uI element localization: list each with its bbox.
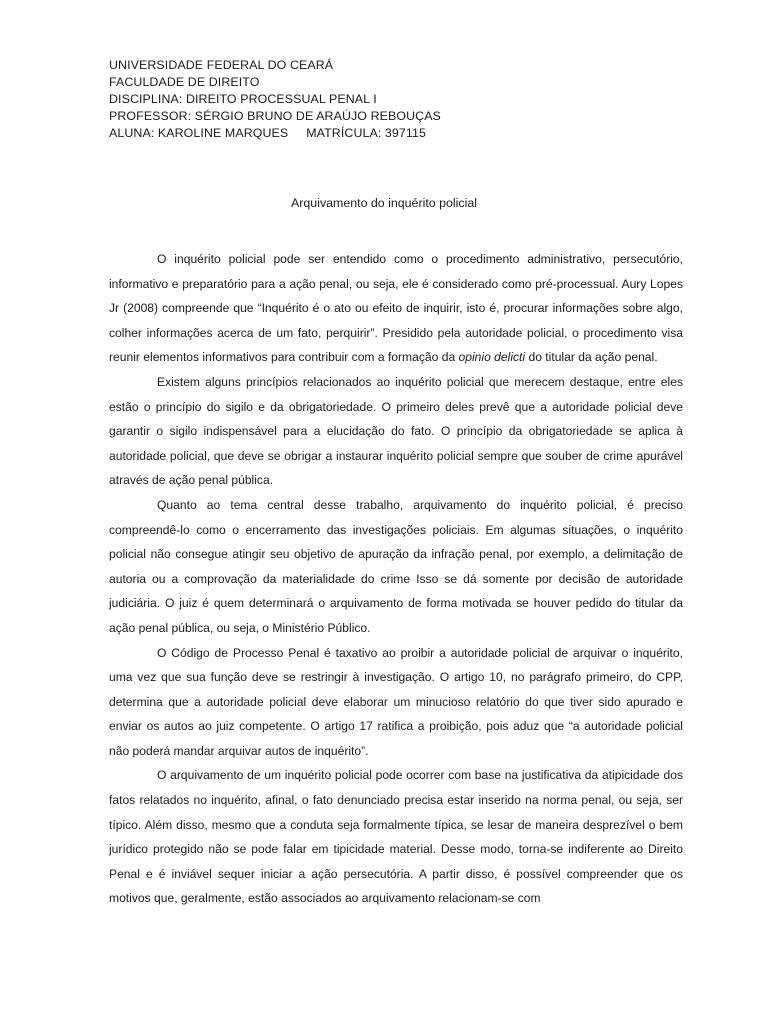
- paragraph-text: do titular da ação penal.: [525, 350, 658, 365]
- document-title: Arquivamento do inquérito policial: [291, 196, 477, 210]
- faculty-line: FACULDADE DE DIREITO: [109, 75, 260, 89]
- paragraph: [109, 247, 683, 370]
- student-line: [109, 125, 441, 142]
- discipline-line: DISCIPLINA: DIREITO PROCESSUAL PENAL I: [109, 92, 377, 106]
- paragraph-text: O inquérito policial pode ser entendido como o procedimento administrativo, persecutório, informativo e preparatório para a ação penal, ou seja, ele é considerado como pré-processual. Aury Lopes Jr (2008) compreende que “Inquérito é o ato ou efeito de inquirir, isto é, procurar informações sobre algo, colher informações acerca de um fato, perquirir”. Presidido pela autoridade policial, o procedimento visa reunir elementos informativos para contribuir com a formação da: [109, 252, 683, 365]
- document-body: [109, 247, 683, 911]
- registration-number: MATRÍCULA: 397115: [306, 126, 426, 140]
- paragraph: Existem alguns princípios relacionados ao inquérito policial que merecem destaque, entre eles estão o princípio do sigilo e da obrigatoriedade. O primeiro deles prevê que a autoridade policial deve garantir o sigilo indispensável para a elucidação do fato. O princípio da obrigatoriedade se aplica à autoridade policial, que deve se obrigar a instaurar inquérito policial sempre que souber de crime apurável através de ação penal pública.: [109, 374, 683, 488]
- student-name: ALUNA: KAROLINE MARQUES: [109, 126, 289, 140]
- paragraph: O arquivamento de um inquérito policial pode ocorrer com base na justificativa da atipicidade dos fatos relatados no inquérito, afinal, o fato denunciado precisa estar inserido na norma penal, ou seja, ser típico. Além disso, mesmo que a conduta seja formalmente típica, se lesar de maneira desprezível o bem jurídico protegido não se pode falar em tipicidade material. Desse modo, torna-se indiferente ao Direito Penal e é inviável sequer iniciar a ação persecutória. A partir disso, é possível compreender que os motivos que, geralmente, estão associados ao arquivamento relacionam-se com: [109, 768, 683, 906]
- italic-term: opinio delicti: [458, 350, 526, 365]
- university-line: UNIVERSIDADE FEDERAL DO CEARÁ: [109, 58, 334, 72]
- document-header: [109, 57, 441, 142]
- professor-line: PROFESSOR: SÉRGIO BRUNO DE ARAÚJO REBOUÇAS: [109, 109, 441, 123]
- paragraph: Quanto ao tema central desse trabalho, arquivamento do inquérito policial, é preciso compreendê-lo como o encerramento das investigações policiais. Em algumas situações, o inquérito policial não consegue atingir seu objetivo de apuração da infração penal, por exemplo, a delimitação de autoria ou a comprovação da materialidade do crime Isso se dá somente por decisão de autoridade judiciária. O juiz é quem determinará o arquivamento de forma motivada se houver pedido do titular da ação penal pública, ou seja, o Ministério Público.: [109, 497, 683, 635]
- paragraph: O Código de Processo Penal é taxativo ao proibir a autoridade policial de arquivar o inquérito, uma vez que sua função deve se restringir à investigação. O artigo 10, no parágrafo primeiro, do CPP, determina que a autoridade policial deve elaborar um minucioso relatório do que tiver sido apurado e enviar os autos ao juiz competente. O artigo 17 ratifica a proibição, pois aduz que “a autoridade policial não poderá mandar arquivar autos de inquérito”.: [109, 645, 683, 758]
